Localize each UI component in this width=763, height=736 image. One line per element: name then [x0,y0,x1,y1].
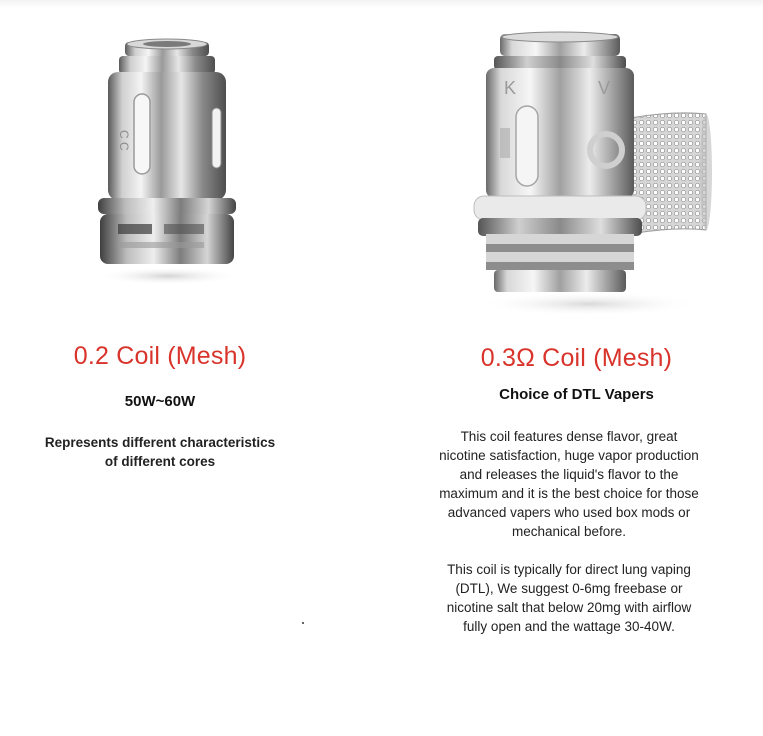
product-tagline: Choice of DTL Vapers [499,386,654,403]
product-description [0,433,320,471]
description-line-2: of different cores [104,454,216,469]
product-wattage: 50W~60W [124,393,196,410]
mesh-coil-head-icon [470,28,720,318]
svg-text:V: V [598,78,611,98]
stray-dot [302,622,304,624]
svg-text:K: K [504,78,517,98]
top-shadow-bar [0,0,763,8]
product-title: 0.3Ω Coil (Mesh) [480,344,673,372]
single-coil-head-icon [90,38,245,288]
description-line-1: Represents different characteristics [44,435,276,450]
product-title: 0.2 Coil (Mesh) [73,342,247,370]
svg-text:C C: C C [117,130,131,151]
description-paragraph-1: This coil features dense flavor, great nicotine satisfaction, huge vapor production and releases the liquid's flavor to the maximum and it is the best choice for those advanced vapers who used box mods or mechanical before. [439,429,699,539]
description-paragraph-2: This coil is typically for direct lung vaping (DTL), We suggest 0-6mg freebase or nicotine salt that below 20mg with airflow fully open and the wattage 30-40W. [446,562,692,634]
product-description [437,427,701,655]
